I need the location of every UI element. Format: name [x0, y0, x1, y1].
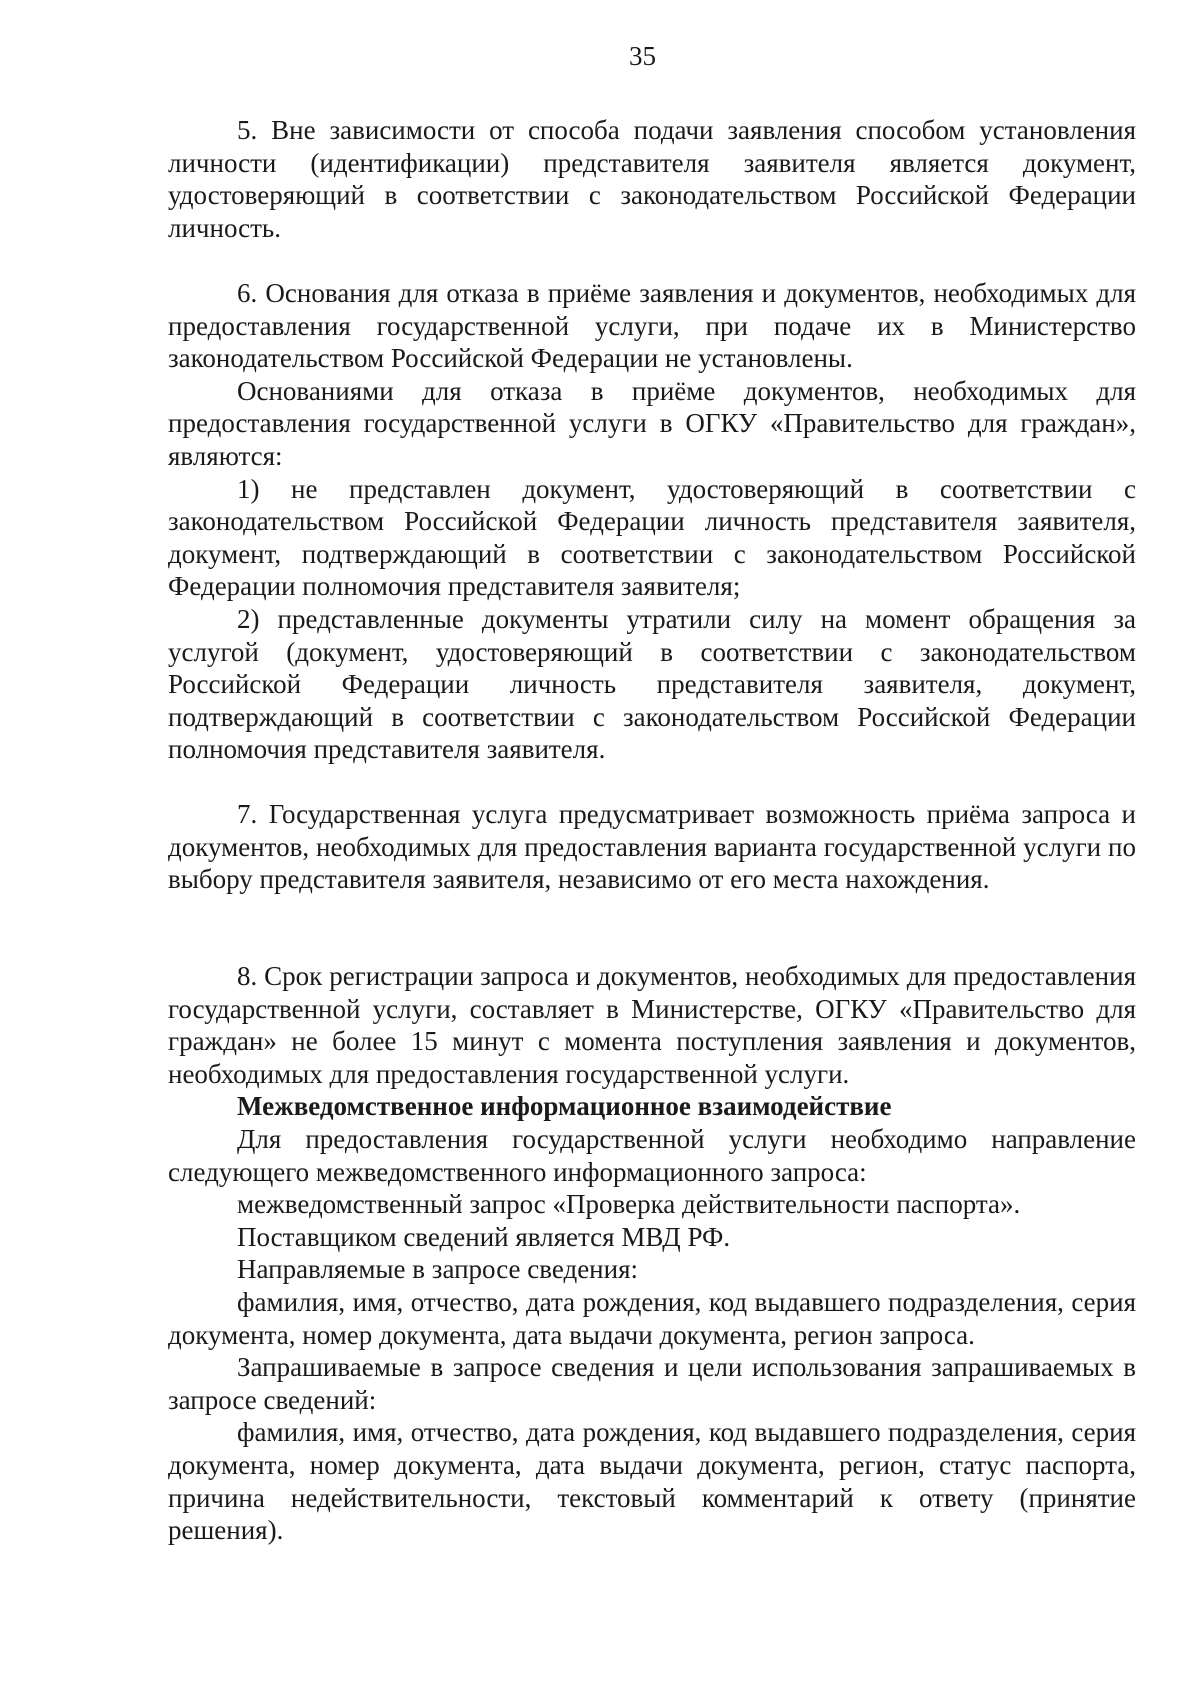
section-5 — [168, 114, 1136, 244]
paragraph-supplier: Поставщиком сведений является МВД РФ. — [237, 1221, 731, 1252]
section-heading: Межведомственное информационное взаимодействие — [237, 1091, 892, 1122]
section-7 — [168, 798, 1136, 896]
paragraph-6-item-1: 1) не представлен документ, удостоверяющий в соответствии с законодательством Российской Федерации личность представителя заявителя, документ, подтверждающий в соответствии с законодательством Российской Федерации полномочия представителя заявителя; — [168, 473, 1136, 602]
paragraph-8: 8. Срок регистрации запроса и документов, необходимых для предоставления государственной услуги, составляет в Министерстве, ОГКУ «Правительство для граждан» не более 15 минут с момента поступления заявления и документов, необходимых для предоставления государственной услуги. — [168, 961, 1136, 1089]
paragraph-requested-info-title: Запрашиваемые в запросе сведения и цели использования запрашиваемых в запросе сведений: — [168, 1352, 1136, 1415]
paragraph-5: 5. Вне зависимости от способа подачи заявления способом установления личности (идентификации) представителя заявителя является документ, удостоверяющий в соответствии с законодательством Российской Федерации личность. — [168, 115, 1136, 243]
paragraph-6-item-2: 2) представленные документы утратили силу на момент обращения за услугой (документ, удостоверяющий в соответствии с законодательством Российской Федерации личность представителя заявителя, документ, подтверждающий в соответствии с законодательством Российской Федерации полномочия представителя заявителя. — [168, 603, 1136, 765]
paragraph-requested-info: фамилия, имя, отчество, дата рождения, код выдавшего подразделения, серия документа, номер документа, дата выдачи документа, регион, статус паспорта, причина недействительности, текстовый комментарий к ответу (принятие решения). — [168, 1417, 1136, 1546]
section-6 — [168, 277, 1136, 766]
paragraph-6-grounds: Основаниями для отказа в приёме документов, необходимых для предоставления государственной услуги в ОГКУ «Правительство для граждан», являются: — [168, 375, 1136, 471]
paragraph-sent-info-title: Направляемые в запросе сведения: — [237, 1254, 638, 1285]
paragraph-interagency-intro: Для предоставления государственной услуги необходимо направление следующего межведомственного информационного запроса: — [168, 1123, 1136, 1187]
paragraph-interagency-request: межведомственный запрос «Проверка действительности паспорта». — [237, 1189, 1021, 1220]
paragraph-sent-info: фамилия, имя, отчество, дата рождения, код выдавшего подразделения, серия документа, номер документа, дата выдачи документа, регион запроса. — [168, 1286, 1136, 1350]
page-number: 35 — [629, 41, 656, 71]
paragraph-7: 7. Государственная услуга предусматривает возможность приёма запроса и документов, необходимых для предоставления варианта государственной услуги по выбору представителя заявителя, независимо от его места нахождения. — [168, 799, 1136, 895]
section-8 — [168, 960, 1136, 1547]
paragraph-6: 6. Основания для отказа в приёме заявления и документов, необходимых для предоставления государственной услуги, при подаче их в Министерство законодательством Российской Федерации не установлены. — [168, 278, 1136, 374]
